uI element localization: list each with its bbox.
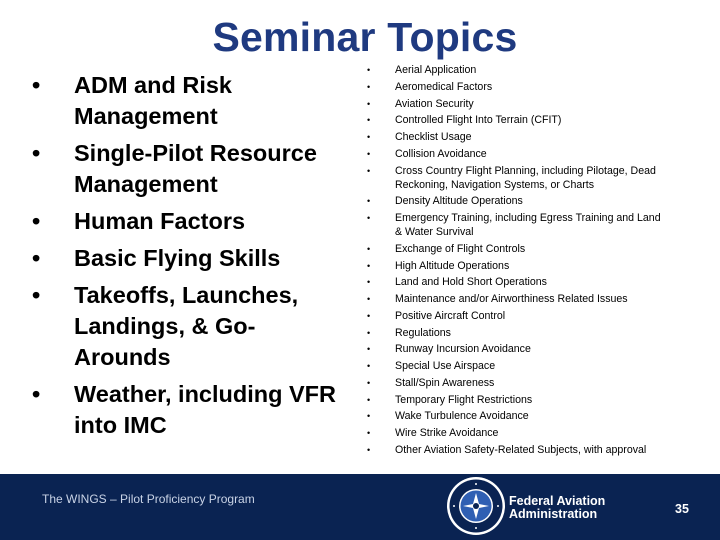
list-item xyxy=(362,80,662,94)
bullet: • xyxy=(32,208,41,234)
bullet: • xyxy=(367,361,371,371)
list-item xyxy=(362,242,662,256)
secondary-topic-list xyxy=(362,63,662,460)
topic-label: Single-Pilot Resource Management xyxy=(74,140,317,197)
topic-label: Exchange of Flight Controls xyxy=(395,242,526,255)
list-item xyxy=(362,292,662,306)
bullet: • xyxy=(367,394,371,405)
list-item xyxy=(362,97,662,111)
bullet: • xyxy=(367,310,371,321)
topic-label: Checklist Usage xyxy=(395,131,472,143)
list-item xyxy=(362,259,662,273)
topic-label: Wake Turbulence Avoidance xyxy=(395,410,529,423)
bullet: • xyxy=(367,196,371,207)
topic-label: Regulations xyxy=(395,326,451,339)
list-item xyxy=(362,376,662,390)
list-item xyxy=(362,443,662,457)
topic-label: Takeoffs, Launches, Landings, & Go-Arounds xyxy=(74,282,299,370)
topic-label: Special Use Airspace xyxy=(395,360,496,372)
slide-title: Seminar Topics xyxy=(212,14,518,60)
bullet: • xyxy=(32,381,41,407)
list-item xyxy=(362,409,662,423)
bullet: • xyxy=(367,165,371,176)
topic-label: Aerial Application xyxy=(395,64,477,76)
bullet: • xyxy=(367,428,371,438)
list-item xyxy=(362,359,662,373)
list-item xyxy=(30,243,350,274)
list-item xyxy=(362,147,662,161)
topic-label: Land and Hold Short Operations xyxy=(395,276,547,289)
list-item xyxy=(362,63,662,77)
list-item xyxy=(362,342,662,356)
topic-label: Maintenance and/or Airworthiness Related Issues xyxy=(395,293,628,305)
list-item xyxy=(362,275,662,289)
list-item xyxy=(362,326,662,340)
agency-line-2: Administration xyxy=(509,507,598,521)
topic-label: Stall/Spin Awareness xyxy=(395,376,495,389)
list-item xyxy=(30,138,350,200)
agency-line-1: Federal Aviation xyxy=(509,494,606,508)
topic-label: Basic Flying Skills xyxy=(74,245,281,271)
page-number: 35 xyxy=(675,502,689,516)
primary-topic-list xyxy=(30,70,350,447)
topic-label: Temporary Flight Restrictions xyxy=(395,393,533,406)
bullet: • xyxy=(32,282,41,308)
faa-seal-icon xyxy=(446,476,506,536)
topic-label: High Altitude Operations xyxy=(395,259,510,272)
list-item xyxy=(30,280,350,373)
topic-label: Controlled Flight Into Terrain (CFIT) xyxy=(395,114,562,127)
bullet: • xyxy=(367,213,371,223)
topic-label: Density Altitude Operations xyxy=(395,195,523,208)
bullet: • xyxy=(32,245,41,271)
bullet: • xyxy=(367,132,371,142)
topic-label: Runway Incursion Avoidance xyxy=(395,343,531,356)
bullet: • xyxy=(367,377,371,388)
topic-label: ADM and Risk Management xyxy=(74,72,232,129)
bullet: • xyxy=(367,344,371,355)
list-item xyxy=(362,113,662,127)
bullet: • xyxy=(32,140,41,166)
bullet: • xyxy=(32,72,41,98)
list-item xyxy=(30,206,350,237)
bullet: • xyxy=(367,65,371,75)
list-item xyxy=(30,379,350,441)
bullet: • xyxy=(367,115,371,126)
topic-label: Wire Strike Avoidance xyxy=(395,427,499,439)
list-item xyxy=(30,70,350,132)
topic-label: Weather, including VFR into IMC xyxy=(74,381,337,438)
topic-label: Aviation Security xyxy=(395,97,474,110)
list-item xyxy=(362,393,662,407)
list-item xyxy=(362,309,662,323)
bullet: • xyxy=(367,260,371,271)
list-item xyxy=(362,164,662,192)
topic-label: Positive Aircraft Control xyxy=(395,309,506,322)
bullet: • xyxy=(367,294,371,304)
list-item xyxy=(362,130,662,144)
topic-label: Human Factors xyxy=(74,208,246,234)
bullet: • xyxy=(367,81,371,92)
topic-label: Cross Country Flight Planning, including Pilotage, Dead Reckoning, Navigation Systems, or Charts xyxy=(395,164,656,191)
bullet: • xyxy=(367,277,371,288)
list-item xyxy=(362,426,662,440)
topic-label: Emergency Training, including Egress Training and Land & Water Survival xyxy=(395,212,661,238)
bullet: • xyxy=(367,98,371,109)
topic-label: Other Aviation Safety-Related Subjects, with approval xyxy=(395,443,647,456)
topic-label: Collision Avoidance xyxy=(395,147,487,160)
bullet: • xyxy=(367,411,371,422)
bullet: • xyxy=(367,148,371,159)
program-name: The WINGS – Pilot Proficiency Program xyxy=(42,492,255,506)
topic-label: Aeromedical Factors xyxy=(395,80,493,93)
bullet: • xyxy=(367,243,371,254)
agency-name xyxy=(509,495,605,521)
bullet: • xyxy=(367,444,371,455)
list-item xyxy=(362,194,662,208)
bullet: • xyxy=(367,327,371,338)
list-item xyxy=(362,211,662,239)
footer-bar xyxy=(0,474,720,540)
